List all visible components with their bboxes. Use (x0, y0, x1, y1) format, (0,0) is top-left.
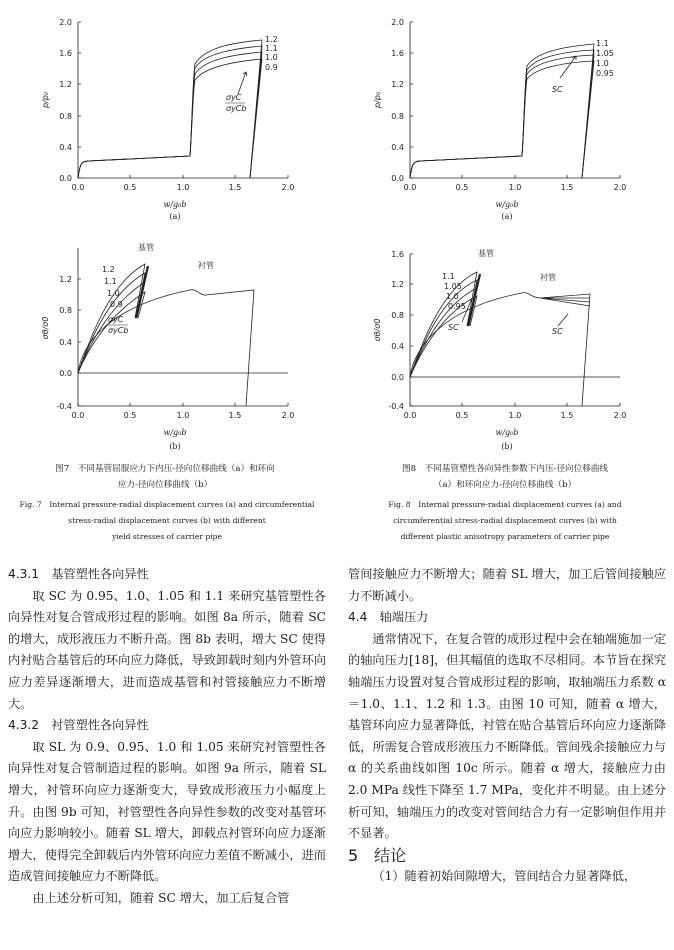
ytick: 1.2 (391, 280, 404, 289)
paragraph: 取 SL 为 0.9、0.95、1.0 和 1.05 来研究衬管塑性各向异性对复合管制造过程的影响。如图 9a 所示，随着 SL 增大，衬管环向应力逐渐变大，导致成形液压力小幅度上升。由图 9b 可知，衬管塑性各向异性参数的改变对基管环向应力影响较小。随着 SL 增大，卸载点衬管环向应力逐渐增大，使得完全卸载后内外管环向应力差值不断减小，进而造成管间接触应力不断降低。 (8, 739, 326, 884)
ytick: 0.8 (59, 112, 72, 121)
fig8-caption-cn-2: （a）和环向应力-径向位移曲线（b） (433, 480, 577, 490)
fig7a-svg (40, 14, 300, 199)
arrow-label-2: SC (552, 327, 563, 336)
fig8b-liner (410, 293, 590, 406)
fig7-caption-en-2: stress-radial displacement curves (b) with different (68, 516, 266, 525)
paragraph: 通常情况下，在复合管的成形过程中会在轴端施加一定的轴向压力[18]，但其幅值的选取不尽相同。本节旨在探究轴端压力设置对复合管成形过程的影响，取轴端压力系数 α＝1.0、1.1、1.2 和 1.3。由图 10 可知，随着 α 增大，基管环向应力显著降低，衬管在贴合基管后环向应力逐渐降低，所需复合管成形液压力不断降低。管间残余接触应力与 α 的关系曲线如图 10c 所示。随着 α 增大，接触应力由 2.0 MPa 线性下降至 1.7 MPa，变化并不明显。由上述分析可知，轴端压力的改变对管间结合力有一定影响但作用并不显著。 (348, 631, 666, 841)
label-base-pipe: 基管 (138, 243, 154, 252)
fig7b-svg (40, 238, 300, 423)
ytick: 1.6 (391, 49, 404, 58)
right-text-column (348, 564, 666, 888)
ytick: 1.6 (391, 250, 404, 259)
ytick: -0.4 (388, 402, 404, 411)
arrow-label-num: σyC (226, 93, 242, 102)
fig7-caption-cn-1: 图7 不同基管屈服应力下内压-径向位移曲线（a）和环向 (55, 464, 275, 474)
curve-label: 0.9 (265, 63, 278, 72)
fig7-caption-en-1: Fig. 7 Internal pressure-radial displacement curves (a) and circumferential (19, 500, 315, 509)
ytick: 0.8 (391, 112, 404, 121)
xtick: 1.5 (560, 183, 574, 192)
fig7a-curve-4 (78, 59, 262, 178)
ytick: 0.0 (391, 174, 404, 183)
arrow-label-den: σyCb (108, 326, 129, 335)
xtick: 0.0 (403, 183, 417, 192)
curve-label: 1.0 (446, 292, 459, 301)
fig8b-sublabel: (b) (501, 442, 513, 451)
curve-label: 1.1 (265, 44, 278, 53)
curve-label: 1.05 (444, 282, 462, 291)
heading-4-3-1: 4.3.1 基管塑性各向异性 (8, 567, 149, 581)
ytick: 0.4 (59, 338, 72, 347)
xtick: 1.0 (508, 183, 522, 192)
xtick: 1.0 (176, 183, 190, 192)
xtick: 1.5 (228, 411, 242, 420)
curve-label: 1.0 (596, 59, 609, 68)
fig8a-plot (372, 14, 632, 203)
ytick: 0.0 (391, 373, 404, 382)
xtick: 0.0 (71, 183, 85, 192)
xtick: 2.0 (613, 183, 627, 192)
left-text-column (8, 564, 326, 910)
curve-label: 1.1 (104, 277, 117, 286)
xtick: 0.5 (123, 411, 137, 420)
label-base-pipe: 基管 (478, 249, 494, 258)
ytick: 0.0 (59, 369, 72, 378)
fig7b-sublabel: (b) (169, 442, 181, 451)
xtick: 0.0 (403, 411, 417, 420)
ytick: 1.2 (59, 80, 72, 89)
arrow-label-num: σyC (108, 315, 124, 324)
heading-4-3-2: 4.3.2 衬管塑性各向异性 (8, 718, 149, 733)
paragraph: （1）随着初始间隙增大，管间结合力显著降低， (372, 869, 637, 884)
fig7a-curve-3 (78, 52, 262, 178)
ytick: 0.8 (59, 306, 72, 315)
fig8a-xlabel: w/g₀b (495, 200, 519, 209)
xtick: 2.0 (281, 183, 295, 192)
xtick: 2.0 (613, 411, 627, 420)
xtick: 1.0 (508, 411, 522, 420)
fig7a-plot (40, 14, 300, 203)
paragraph: 管间接触应力不断增大；随着 SL 增大，加工后管间接触应力不断减小。 (348, 567, 666, 603)
curve-label: 1.0 (107, 289, 120, 298)
curve-label: 1.2 (265, 35, 278, 44)
fig7b-liner (78, 290, 254, 406)
y-axis-label: σθ/σ0 (41, 316, 50, 340)
xtick: 2.0 (281, 411, 295, 420)
ytick: 2.0 (391, 18, 404, 27)
arrow-label: SC (552, 85, 563, 94)
fig8a-sublabel: (a) (501, 212, 513, 221)
curve-label: 0.95 (448, 302, 466, 311)
curve-label: 0.9 (110, 300, 123, 309)
curve-label: 1.1 (442, 272, 455, 281)
ytick: 0.4 (59, 143, 72, 152)
ytick: 2.0 (59, 18, 72, 27)
curve-label: 1.1 (596, 39, 609, 48)
fig8a-svg (372, 14, 632, 199)
fig8b-xlabel: w/g₀b (495, 428, 519, 437)
label-liner-pipe: 衬管 (540, 273, 556, 282)
fig7-caption-en-3: yield stresses of carrier pipe (111, 532, 223, 541)
arrow-label: SC (448, 323, 459, 332)
fig8b-base-4 (410, 296, 477, 377)
ytick: 1.2 (391, 80, 404, 89)
fig7a-sublabel: (a) (169, 212, 181, 221)
heading-5: 5 结论 (348, 845, 407, 865)
ytick: 0.4 (391, 143, 404, 152)
xtick: 0.5 (123, 183, 137, 192)
fig8b-svg (372, 238, 632, 423)
paragraph: 取 SC 为 0.95、1.0、1.05 和 1.1 来研究基管塑性各向异性对复合管成形过程的影响。如图 8a 所示，随着 SC 的增大，成形液压力不断升高。图 8b 表明，增大 SC 使得内衬贴合基管后的环向应力降低，导致卸载时刻内外管环向应力差异逐渐增大，进而造成基管和衬管接触应力不断增大。 (8, 588, 326, 711)
fig8-caption-en-1: Fig. 8 Internal pressure-radial displacement curves (a) and (388, 500, 622, 509)
fig8b-base-2 (410, 280, 477, 377)
paragraph: 由上述分析可知，随着 SC 增大，加工后复合管 (32, 890, 290, 905)
fig8a-curve-3 (410, 55, 594, 178)
y-axis-label: p/p₀ (373, 91, 382, 109)
ytick: 0.0 (59, 174, 72, 183)
curve-label: 1.2 (102, 265, 115, 274)
xtick: 1.5 (228, 183, 242, 192)
xtick: 0.0 (71, 411, 85, 420)
fig7a-arrow (238, 72, 246, 94)
fig7b-xlabel: w/g₀b (163, 428, 187, 437)
xtick: 1.5 (560, 411, 574, 420)
ytick: 1.2 (59, 275, 72, 284)
fig8b-plot (372, 238, 632, 427)
label-liner-pipe: 衬管 (198, 261, 214, 270)
fig8a-curve-4 (410, 61, 594, 178)
heading-4-4: 4.4 轴端压力 (348, 610, 429, 625)
y-axis-label: σθ/σ0 (373, 318, 382, 342)
xtick: 1.0 (176, 411, 190, 420)
y-axis-label: p/p₀ (41, 91, 50, 109)
fig7a-xlabel: w/g₀b (163, 200, 187, 209)
fig8-caption-en-2: circumferential stress-radial displacement curves (b) with (393, 516, 617, 525)
fig8a-curve-1 (410, 44, 594, 178)
xtick: 0.5 (455, 183, 469, 192)
ytick: -0.4 (56, 402, 72, 411)
ytick: 0.4 (391, 342, 404, 351)
curve-label: 1.05 (596, 49, 614, 58)
fig7-caption-cn-2: 应力-径向位移曲线（b） (117, 480, 213, 490)
ytick: 1.6 (59, 49, 72, 58)
fig7b-plot (40, 238, 300, 427)
ytick: 0.8 (391, 311, 404, 320)
curve-label: 1.0 (265, 53, 278, 62)
fig8-caption-cn-1: 图8 不同基管塑性各向异性参数下内压-径向位移曲线 (401, 464, 609, 474)
curve-label: 0.95 (596, 69, 614, 78)
arrow-label-den: σyCb (226, 104, 247, 113)
fig8-caption-en-3: different plastic anisotropy parameters of carrier pipe (400, 532, 610, 541)
xtick: 0.5 (455, 411, 469, 420)
